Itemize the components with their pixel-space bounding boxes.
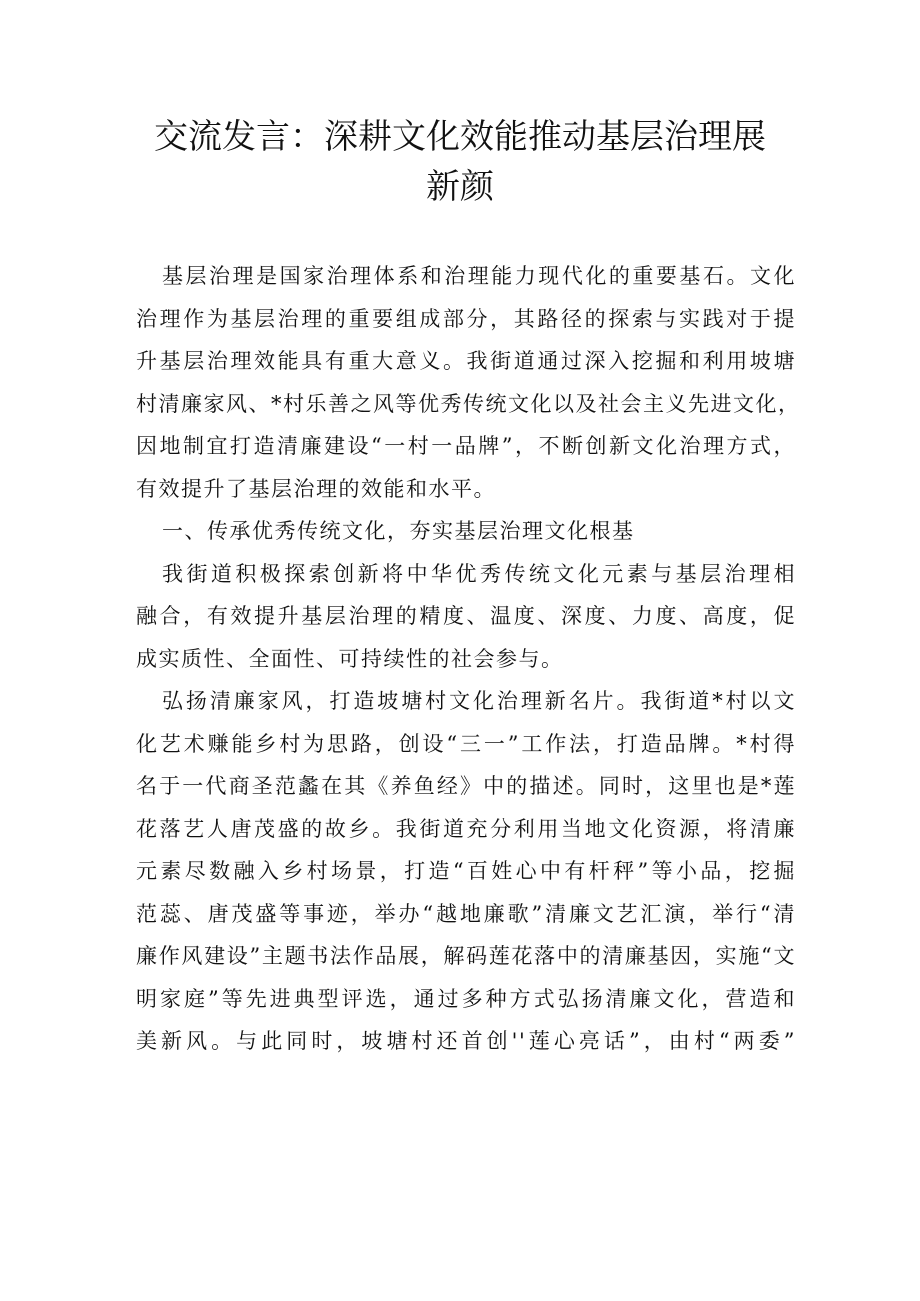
body-line: 名于一代商圣范蠡在其《养鱼经》中的描述。同时，这里也是*莲: [136, 774, 796, 798]
body-line: 化艺术赚能乡村为思路，创设“三一”工作法，打造品牌。*村得: [136, 731, 796, 756]
body-line: 花落艺人唐茂盛的故乡。我街道充分利用当地文化资源，将清廉: [136, 816, 796, 841]
body-line: 廉作风建设”主题书法作品展，解码莲花落中的清廉基因，实施“文: [136, 944, 796, 968]
body-line: 融合，有效提升基层治理的精度、温度、深度、力度、高度，促: [136, 604, 796, 628]
document-body: [136, 255, 801, 1063]
body-line: 村清廉家风、*村乐善之风等优秀传统文化以及社会主义先进文化，: [136, 391, 801, 416]
body-line: 弘扬清廉家风，打造坡塘村文化治理新名片。我街道*村以文: [162, 689, 796, 713]
body-line: 因地制宜打造清廉建设“一村一品牌”，不断创新文化治理方式，: [136, 434, 796, 458]
body-line: 有效提升了基层治理的效能和水平。: [136, 476, 496, 501]
document-title: [130, 112, 790, 212]
body-line: 一、传承优秀传统文化，夯实基层治理文化根基: [162, 519, 635, 543]
body-line: 范蕊、唐茂盛等事迹，举办“越地廉歌”清廉文艺汇演，举行“清: [136, 901, 796, 926]
body-line: 我街道积极探索创新将中华优秀传统文化元素与基层治理相: [162, 561, 796, 586]
body-line: 明家庭”等先进典型评选，通过多种方式弘扬清廉文化，营造和: [136, 986, 796, 1011]
body-line: 成实质性、全面性、可持续性的社会参与。: [136, 646, 564, 671]
title-line-2: 新颜: [426, 167, 494, 207]
title-line-1: 交流发言：深耕文化效能推动基层治理展: [154, 117, 766, 157]
body-line: 升基层治理效能具有重大意义。我街道通过深入挖掘和利用坡塘: [136, 349, 796, 373]
body-line: 基层治理是国家治理体系和治理能力现代化的重要基石。文化: [162, 264, 796, 288]
body-line: 元素尽数融入乡村场景，打造“百姓心中有杆秤”等小品，挖掘: [136, 859, 796, 883]
body-line: 美新风。与此同时，坡塘村还首创''莲心亮话”，由村“两委”: [136, 1029, 796, 1053]
body-line: 治理作为基层治理的重要组成部分，其路径的探索与实践对于提: [136, 306, 796, 331]
